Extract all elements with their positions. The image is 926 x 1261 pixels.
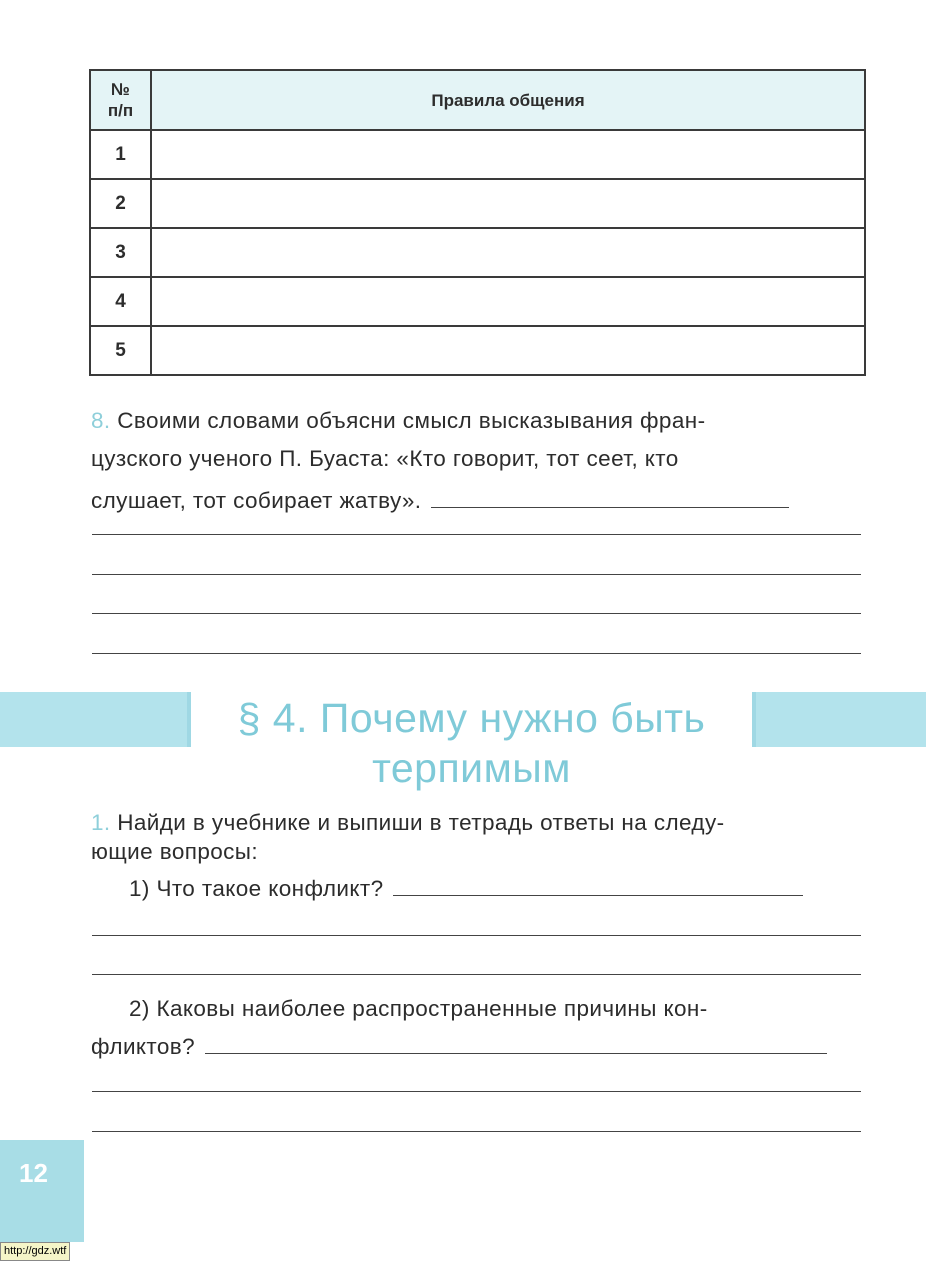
section-band-left xyxy=(0,692,191,747)
row-number: 2 xyxy=(90,179,151,228)
task-8-line-1 xyxy=(91,402,861,440)
answer-cell[interactable] xyxy=(151,179,865,228)
task-8 xyxy=(91,402,861,520)
task-number: 1. xyxy=(91,810,111,835)
table-row xyxy=(90,326,865,375)
task-1-line-2: ющие вопросы: xyxy=(91,839,259,864)
question-1 xyxy=(91,870,861,908)
question-2-text-2: фликтов? xyxy=(91,1034,196,1059)
answer-line[interactable] xyxy=(205,1052,827,1054)
watermark-link[interactable]: http://gdz.wtf xyxy=(0,1242,70,1261)
answer-line[interactable] xyxy=(431,506,789,508)
row-number: 1 xyxy=(90,130,151,179)
task-1-text-1: Найди в учебнике и выпиши в тетрадь ответы на следу- xyxy=(117,810,725,835)
answer-line[interactable] xyxy=(92,534,861,535)
answer-cell[interactable] xyxy=(151,326,865,375)
answer-line[interactable] xyxy=(92,974,861,975)
answer-line[interactable] xyxy=(92,1131,861,1132)
row-number: 4 xyxy=(90,277,151,326)
question-2 xyxy=(91,990,861,1066)
answer-line[interactable] xyxy=(92,613,861,614)
header-num-symbol: № xyxy=(111,80,130,99)
table-row xyxy=(90,179,865,228)
page-number-tab xyxy=(0,1140,84,1242)
question-2-line-1: 2) Каковы наиболее распространенные причины кон- xyxy=(129,996,708,1021)
answer-line[interactable] xyxy=(92,574,861,575)
task-number: 8. xyxy=(91,408,111,433)
rules-table xyxy=(89,69,866,376)
task-1 xyxy=(91,806,861,868)
header-rules: Правила общения xyxy=(151,70,865,130)
table-row xyxy=(90,277,865,326)
task-8-line-2: цузского ученого П. Буаста: «Кто говорит, тот сеет, кто xyxy=(91,446,679,471)
answer-line[interactable] xyxy=(92,1091,861,1092)
table-row xyxy=(90,130,865,179)
header-num-abbr: п/п xyxy=(107,101,134,120)
row-number: 5 xyxy=(90,326,151,375)
task-8-text-1: Своими словами объясни смысл высказывания фран- xyxy=(117,408,706,433)
answer-cell[interactable] xyxy=(151,277,865,326)
section-band-right xyxy=(752,692,926,747)
answer-cell[interactable] xyxy=(151,130,865,179)
section-title xyxy=(191,693,752,798)
section-title-line-1: § 4. Почему нужно быть xyxy=(237,695,706,741)
page-number: 12 xyxy=(19,1158,48,1188)
question-1-line xyxy=(91,870,861,908)
task-8-line-3 xyxy=(91,482,861,520)
answer-line[interactable] xyxy=(92,653,861,654)
table-row xyxy=(90,228,865,277)
question-2-line-2 xyxy=(91,1028,861,1066)
header-num xyxy=(90,70,151,130)
task-8-text-3: слушает, тот собирает жатву». xyxy=(91,488,422,513)
question-1-text: 1) Что такое конфликт? xyxy=(129,876,384,901)
answer-cell[interactable] xyxy=(151,228,865,277)
answer-line[interactable] xyxy=(393,894,803,896)
table-header-row xyxy=(90,70,865,130)
row-number: 3 xyxy=(90,228,151,277)
answer-line[interactable] xyxy=(92,935,861,936)
section-title-line-2: терпимым xyxy=(372,745,571,791)
